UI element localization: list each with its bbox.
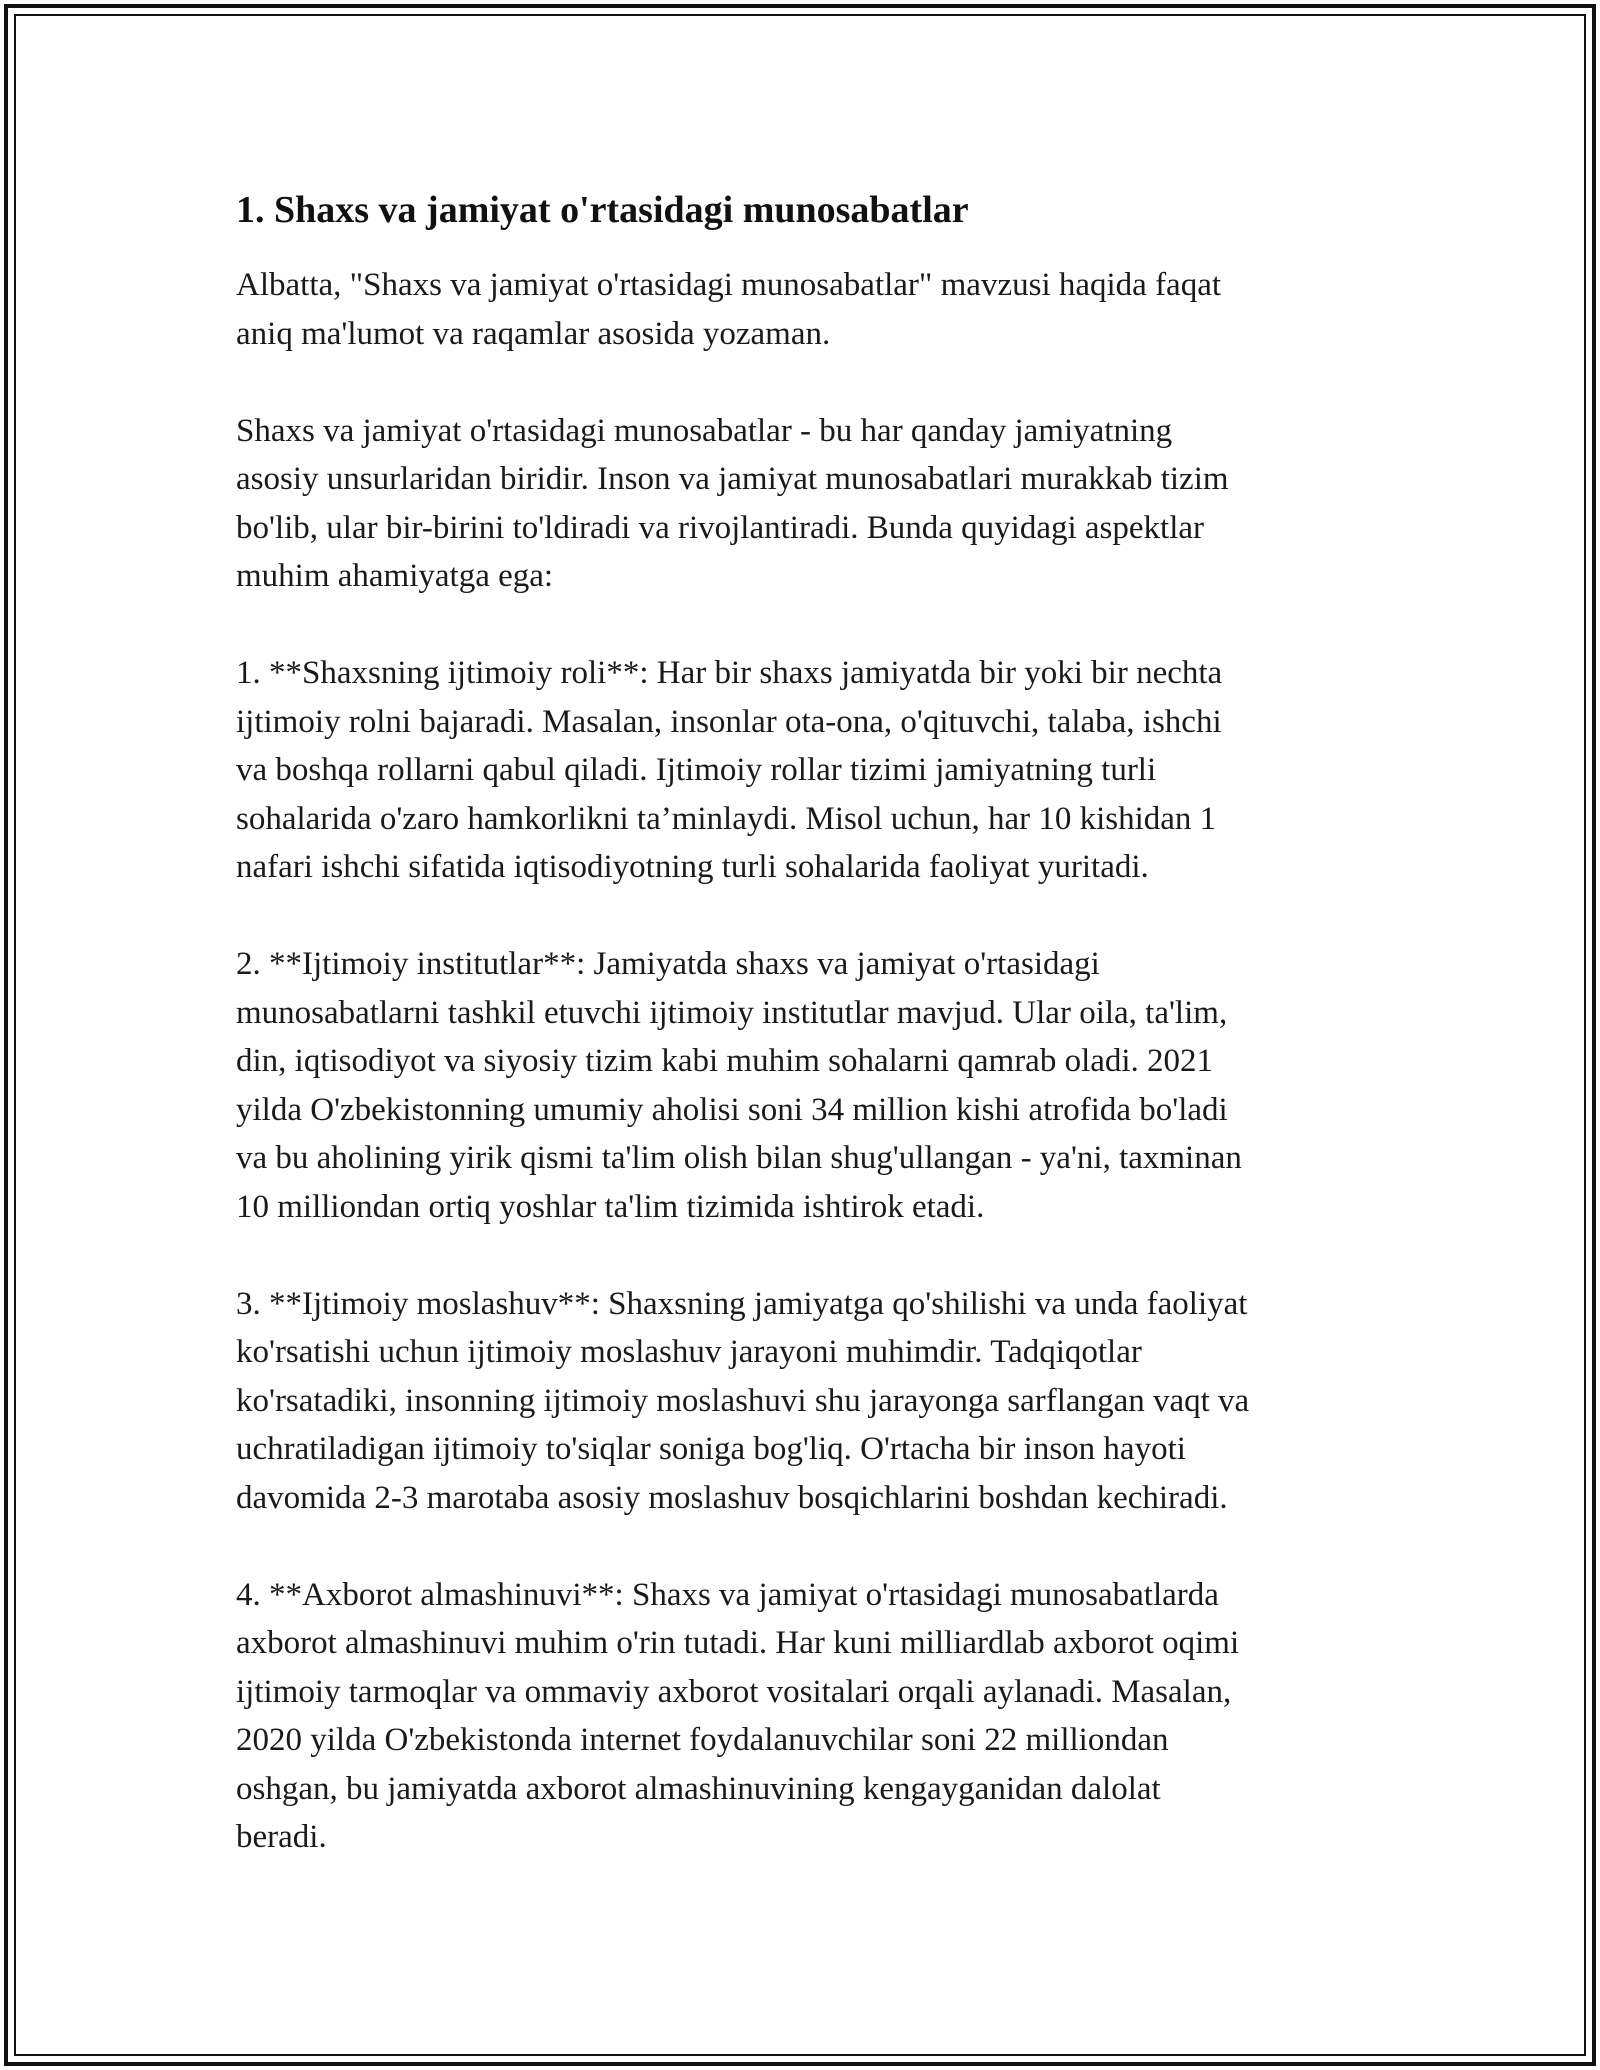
intro-paragraph: Albatta, "Shaxs va jamiyat o'rtasidagi munosabatlar" mavzusi haqida faqat aniq ma'lumot va raqamlar asosida yozaman. (236, 267, 1222, 352)
list-item-social-institutions: 2. **Ijtimoiy institutlar**: Jamiyatda shaxs va jamiyat o'rtasidagi munosabatlarni tashkil etuvchi ijtimoiy institutlar mavjud. Ular oila, ta'lim, din, iqtisodiyot va siyosiy tizim kabi muhim sohalarni qamrab oladi. 2021 yilda O'zbekistonning umumiy aholisi soni 34 million kishi atrofida bo'ladi va bu aholining yirik qismi ta'lim olish bilan shug'ullangan - ya'ni, taxminan 10 milliondan ortiq yoshlar ta'lim tizimida ishtirok etadi. (236, 946, 1242, 1225)
overview-paragraph: Shaxs va jamiyat o'rtasidagi munosabatlar - bu har qanday jamiyatning asosiy unsurlaridan biridir. Inson va jamiyat munosabatlari murakkab tizim bo'lib, ular bir-birini to'ldiradi va rivojlantiradi. Bunda quyidagi aspektlar muhim ahamiyatga ega: (236, 412, 1229, 595)
document-body (236, 186, 1366, 1910)
list-item-social-adaptation: 3. **Ijtimoiy moslashuv**: Shaxsning jamiyatga qo'shilishi va unda faoliyat ko'rsatishi uchun ijtimoiy moslashuv jarayoni muhimdir. Tadqiqotlar ko'rsatadiki, insonning ijtimoiy moslashuvi shu jarayonga sarflangan vaqt va uchratiladigan ijtimoiy to'siqlar soniga bog'liq. O'rtacha bir inson hayoti davomida 2-3 marotaba asosiy moslashuv bosqichlarini boshdan kechiradi. (236, 1285, 1250, 1516)
list-item-information-exchange: 4. **Axborot almashinuvi**: Shaxs va jamiyat o'rtasidagi munosabatlarda axborot almashinuvi muhim o'rin tutadi. Har kuni milliardlab axborot oqimi ijtimoiy tarmoqlar va ommaviy axborot vositalari orqali aylanadi. Masalan, 2020 yilda O'zbekistonda internet foydalanuvchilar soni 22 milliondan oshgan, bu jamiyatda axborot almashinuvining kengayganidan dalolat beradi. (236, 1576, 1240, 1856)
document-title: 1. Shaxs va jamiyat o'rtasidagi munosabatlar (236, 189, 969, 231)
list-item-social-role: 1. **Shaxsning ijtimoiy roli**: Har bir shaxs jamiyatda bir yoki bir nechta ijtimoiy rolni bajaradi. Masalan, insonlar ota-ona, o'qituvchi, talaba, ishchi va boshqa rollarni qabul qiladi. Ijtimoiy rollar tizimi jamiyatning turli sohalarida o'zaro hamkorlikni ta’minlaydi. Misol uchun, har 10 kishidan 1 nafari ishchi sifatida iqtisodiyotning turli sohalarida faoliyat yuritadi. (236, 655, 1223, 886)
